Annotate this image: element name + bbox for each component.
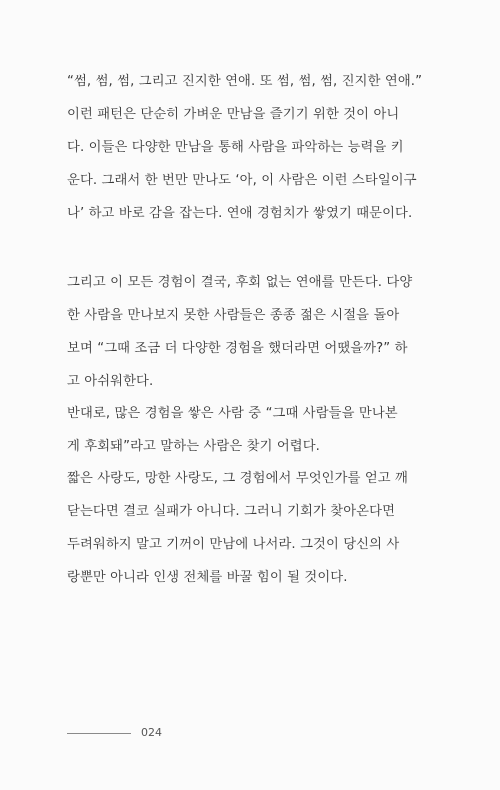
text-line: 두려워하지 말고 기꺼이 만남에 나서라. 그것이 당신의 사 bbox=[67, 537, 400, 552]
text-line: 보며 “그때 조금 더 다양한 경험을 했더라면 어땠을까?” 하 bbox=[67, 341, 408, 356]
text-line: 운다. 그래서 한 번만 만나도 ‘아, 이 사람은 이런 스타일이구 bbox=[67, 173, 417, 188]
text-line: 게 후회돼”라고 말하는 사람은 찾기 어렵다. bbox=[67, 439, 321, 454]
text-line: “썸, 썸, 썸, 그리고 진지한 연애. 또 썸, 썸, 썸, 진지한 연애.” bbox=[67, 74, 423, 89]
text-line: 그리고 이 모든 경험이 결국, 후회 없는 연애를 만든다. 다양 bbox=[67, 275, 413, 290]
footer-rule bbox=[67, 733, 131, 734]
text-line: 반대로, 많은 경험을 쌓은 사람 중 “그때 사람들을 만나본 bbox=[67, 406, 398, 421]
page-number: 024 bbox=[141, 726, 162, 739]
text-line: 이런 패턴은 단순히 가벼운 만남을 즐기기 위한 것이 아니 bbox=[67, 107, 400, 122]
text-line: 나’ 하고 바로 감을 잡는다. 연애 경험치가 쌓였기 때문이다. bbox=[67, 206, 413, 221]
text-line: 다. 이들은 다양한 만남을 통해 사람을 파악하는 능력을 키 bbox=[67, 140, 404, 155]
text-line: 한 사람을 만나보지 못한 사람들은 종종 젊은 시절을 돌아 bbox=[67, 308, 400, 323]
text-line: 닫는다면 결코 실패가 아니다. 그러니 기회가 찾아온다면 bbox=[67, 504, 396, 519]
text-line: 랑뿐만 아니라 인생 전체를 바꿀 힘이 될 것이다. bbox=[67, 570, 348, 585]
text-line: 고 아쉬워한다. bbox=[67, 374, 154, 389]
text-line: 짧은 사랑도, 망한 사랑도, 그 경험에서 무엇인가를 얻고 깨 bbox=[67, 471, 408, 486]
